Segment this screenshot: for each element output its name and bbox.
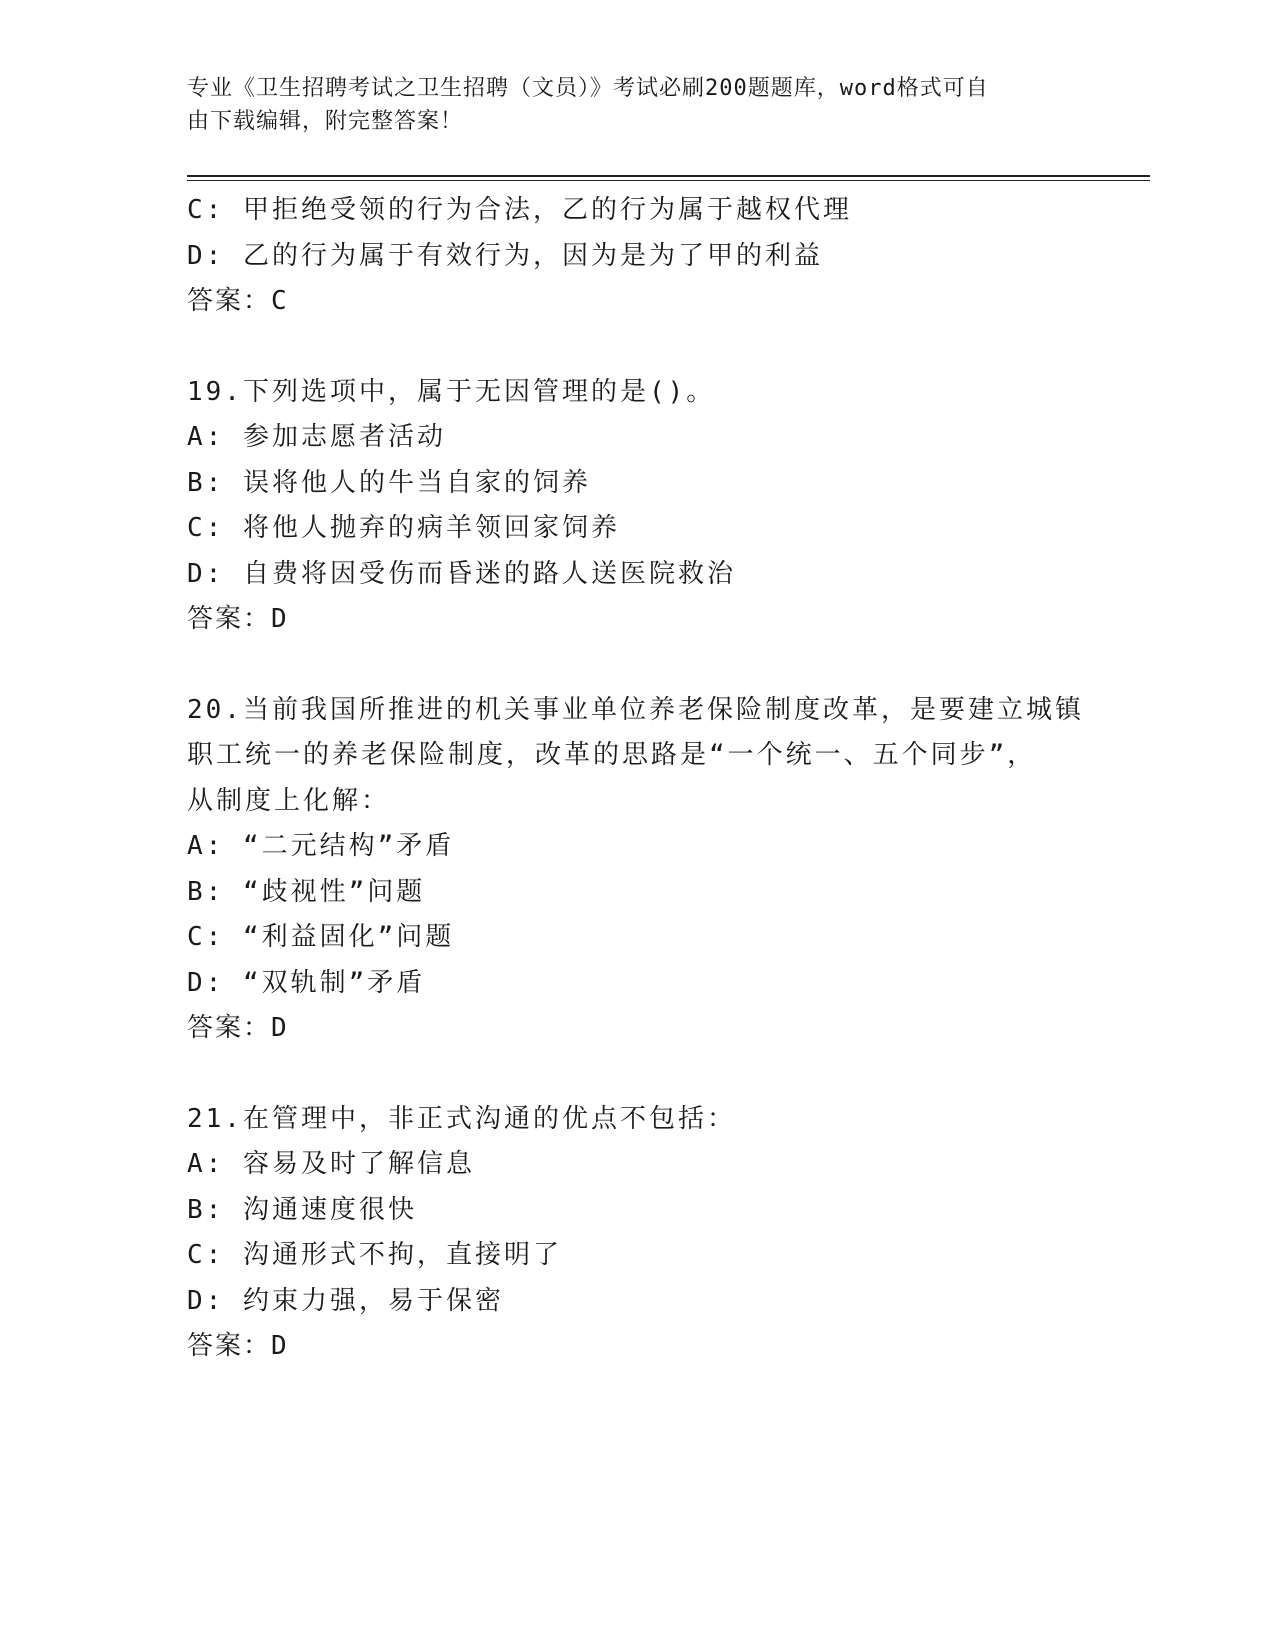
option-c: C: 将他人抛弃的病羊领回家饲养: [187, 513, 620, 543]
option-b: B: 沟通速度很快: [187, 1194, 417, 1225]
header-line-1: 专业《卫生招聘考试之卫生招聘（文员）》考试必刷200题题库，word格式可自: [187, 76, 989, 101]
question-block-prev: [187, 188, 1087, 325]
option-a: A: 参加志愿者活动: [187, 422, 446, 452]
option-b: B: “歧视性”问题: [187, 876, 426, 907]
answer-label: 答案：D: [187, 1331, 289, 1361]
question-block-19: [187, 370, 1087, 643]
answer-label: 答案：D: [187, 1013, 289, 1043]
document-header: [187, 72, 1067, 138]
answer-label: 答案：D: [187, 604, 289, 634]
option-d: D: 乙的行为属于有效行为，因为是为了甲的利益: [187, 240, 823, 271]
header-line-2: 由下载编辑，附完整答案！: [187, 109, 464, 134]
option-a: A: 容易及时了解信息: [187, 1149, 475, 1179]
option-c: C: “利益固化”问题: [187, 922, 455, 952]
question-list: [187, 188, 1087, 1370]
question-block-20: [187, 688, 1087, 1052]
question-stem: 19.下列选项中，属于无因管理的是()。: [187, 376, 716, 407]
answer-label: 答案：C: [187, 286, 289, 316]
option-d: D: “双轨制”矛盾: [187, 967, 426, 998]
question-stem-line-2: 职工统一的养老保险制度，改革的思路是“一个统一、五个同步”，: [187, 740, 1037, 770]
option-d: D: 自费将因受伤而昏迷的路人送医院救治: [187, 558, 736, 589]
option-b: B: 误将他人的牛当自家的饲养: [187, 467, 591, 498]
question-stem-line-3: 从制度上化解：: [187, 785, 391, 816]
header-divider-thick: [187, 175, 1150, 177]
option-d: D: 约束力强，易于保密: [187, 1285, 504, 1316]
question-stem-line-1: 20.当前我国所推进的机关事业单位养老保险制度改革，是要建立城镇: [187, 694, 1084, 725]
option-c: C: 甲拒绝受领的行为合法，乙的行为属于越权代理: [187, 195, 852, 225]
spacer: [187, 643, 1087, 688]
header-divider-thin: [187, 180, 1150, 181]
spacer: [187, 1052, 1087, 1097]
spacer: [187, 325, 1087, 370]
question-block-21: [187, 1097, 1087, 1370]
option-a: A: “二元结构”矛盾: [187, 831, 455, 861]
question-stem: 21.在管理中，非正式沟通的优点不包括：: [187, 1103, 736, 1134]
option-c: C: 沟通形式不拘，直接明了: [187, 1240, 562, 1270]
